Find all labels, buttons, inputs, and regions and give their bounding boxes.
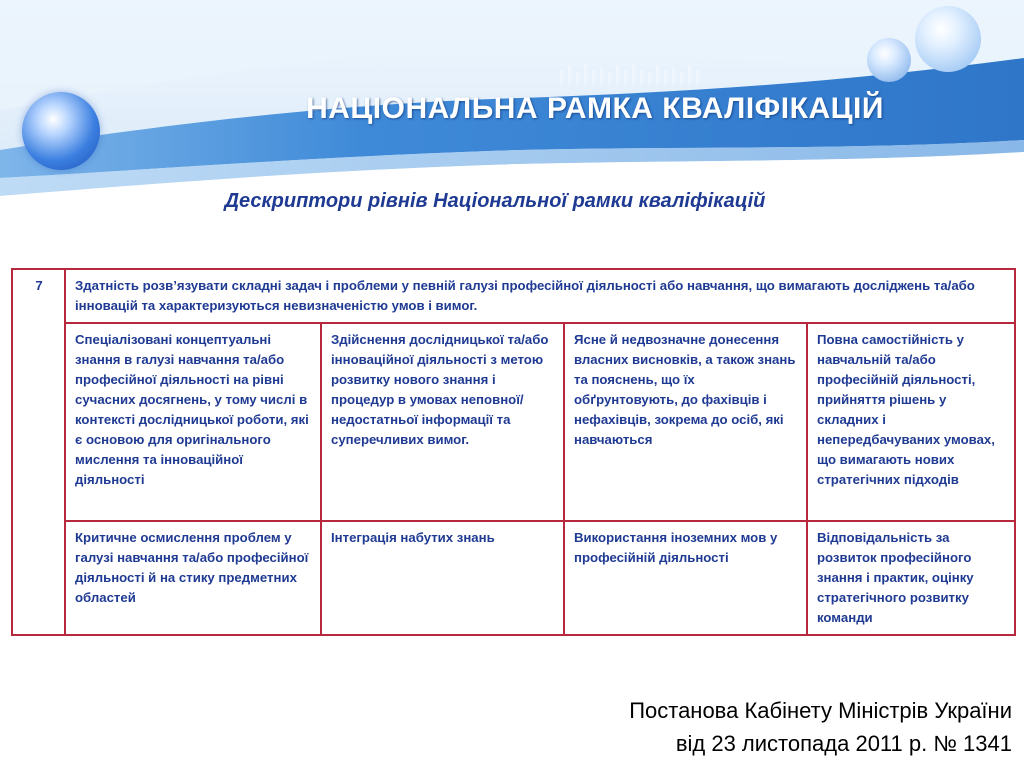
slide-title: НАЦІОНАЛЬНА РАМКА КВАЛІФІКАЦІЙ	[306, 92, 884, 125]
table-cell: Здійснення дослідницької та/або інноваційної діяльності з метою розвитку нового знання і процедур в умовах неповної/недостатньої інформації та суперечливих вимог.	[321, 323, 564, 521]
decorative-orb	[22, 92, 100, 170]
footer-line: Постанова Кабінету Міністрів України	[629, 698, 1012, 723]
table-cell: Ясне й недвозначне донесення власних висновків, а також знань та пояснень, що їх обґрунтовують, до фахівців і нефахівців, зокрема до осіб, які навчаються	[564, 323, 807, 521]
table-row	[12, 521, 1015, 635]
footer-citation	[412, 694, 1012, 760]
decorative-orb	[915, 6, 981, 72]
level-cell: 7	[12, 269, 65, 635]
decorative-orb	[867, 38, 911, 82]
table-cell: Критичне осмислення проблем у галузі навчання та/або професійної діяльності й на стику предметних областей	[65, 521, 321, 635]
table-cell: Інтеграція набутих знань	[321, 521, 564, 635]
table-cell: Спеціалізовані концептуальні знання в галузі навчання та/або професійної діяльності на рівні сучасних досягнень, у тому числі в контексті дослідницької роботи, які є основою для оригінального мислення та інноваційної діяльності	[65, 323, 321, 521]
slide-subtitle: Дескриптори рівнів Національної рамки кваліфікацій	[224, 190, 766, 212]
table-row	[12, 269, 1015, 323]
table-cell: Відповідальність за розвиток професійного знання і практик, оцінку стратегічного розвитку команди	[807, 521, 1015, 635]
level-summary-cell: Здатність розв’язувати складні задач і проблеми у певній галузі професійної діяльності або навчання, що вимагають досліджень та/або інновацій та характеризуються невизначеністю умов і вимог.	[65, 269, 1015, 323]
table-cell: Використання іноземних мов у професійній діяльності	[564, 521, 807, 635]
table-row	[12, 323, 1015, 521]
footer-line: від 23 листопада 2011 р. № 1341	[675, 731, 1012, 756]
descriptors-table	[11, 268, 1016, 636]
table-cell: Повна самостійність у навчальній та/або професійній діяльності, прийняття рішень у складних і непередбачуваних умовах, що вимагають нових стратегічних підходів	[807, 323, 1015, 521]
